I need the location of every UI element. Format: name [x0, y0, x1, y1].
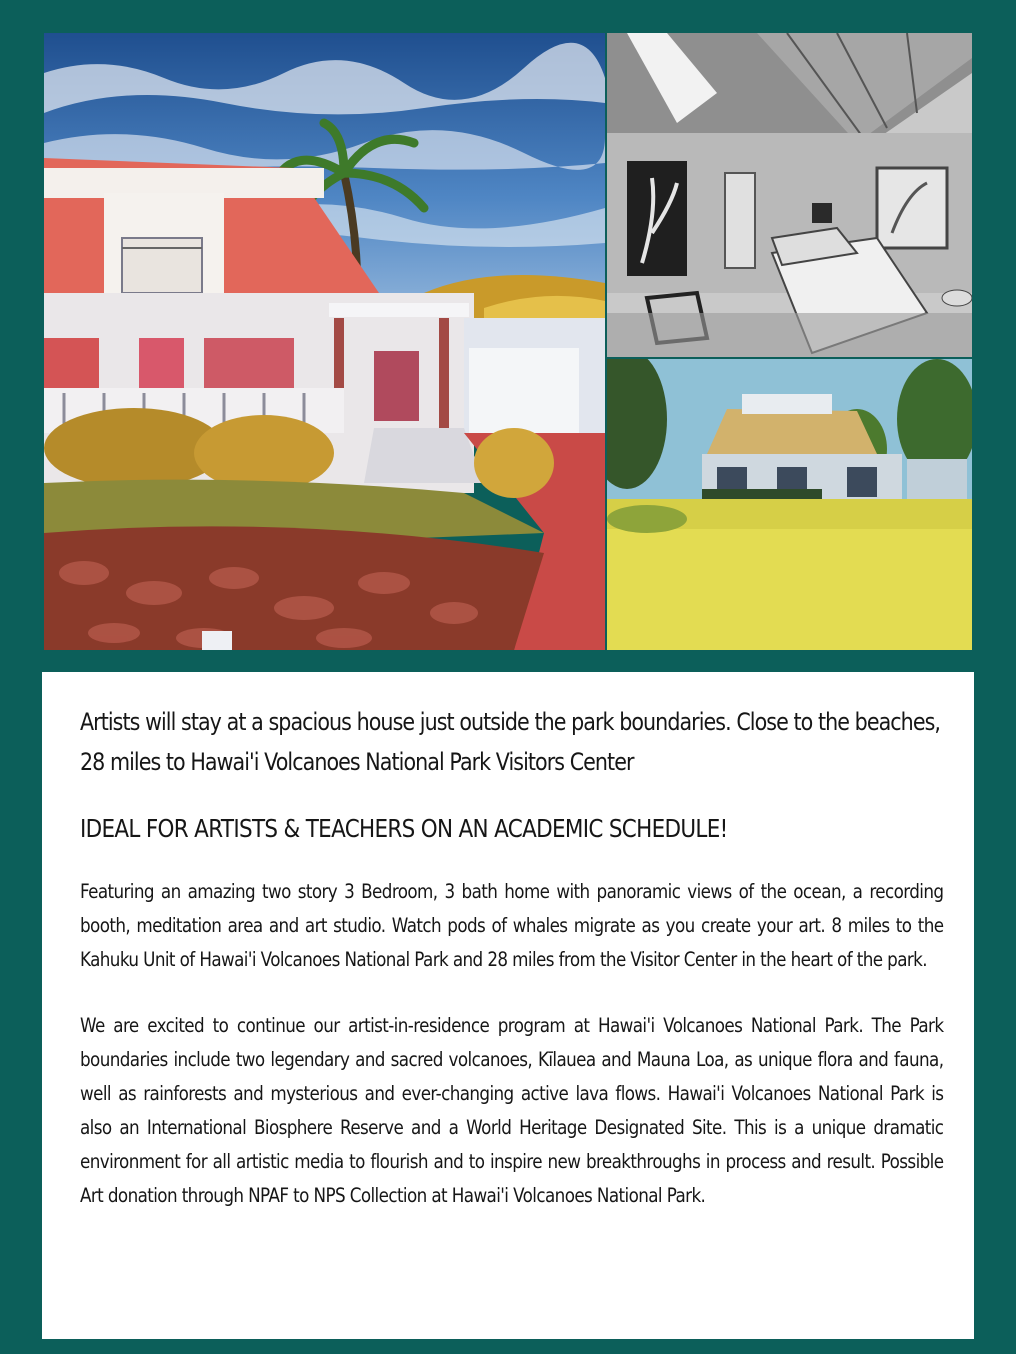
program-paragraph: We are excited to continue our artist-in-residence program at Hawai'i Volcanoes National Park. The Park boundaries include two legendary and sacred volcanoes, Kīlauea and Mauna Loa, as unique flora and fauna, well as rainforests and mysterious and ever-changing active lava flows. Hawai'i Volcanoes National Park is also an International Biosphere Reserve and a World Heritage Designated Site. This is a unique dramatic environment for all artistic media to flourish and to inspire new breakthroughs in process and result. Possible Art donation through NPAF to NPS Collection at Hawai'i Volcanoes National Park.	[80, 1014, 944, 1207]
photo-collage	[44, 33, 972, 650]
headline: IDEAL FOR ARTISTS & TEACHERS ON AN ACADEMIC SCHEDULE!	[80, 814, 728, 843]
intro-paragraph: Artists will stay at a spacious house just outside the park boundaries. Close to the beaches, 28 miles to Hawai'i Volcanoes National Park Visitors Center	[80, 708, 940, 776]
features-paragraph: Featuring an amazing two story 3 Bedroom, 3 bath home with panoramic views of the ocean, a recording booth, meditation area and art studio. Watch pods of whales migrate as you create your art. 8 miles to the Kahuku Unit of Hawai'i Volcanoes National Park and 28 miles from the Visitor Center in the heart of the park.	[80, 880, 944, 971]
bedroom-sketch-image	[607, 33, 972, 357]
description-panel	[42, 672, 974, 1339]
house-lawn-image	[607, 359, 972, 650]
house-painting-image	[44, 33, 605, 650]
